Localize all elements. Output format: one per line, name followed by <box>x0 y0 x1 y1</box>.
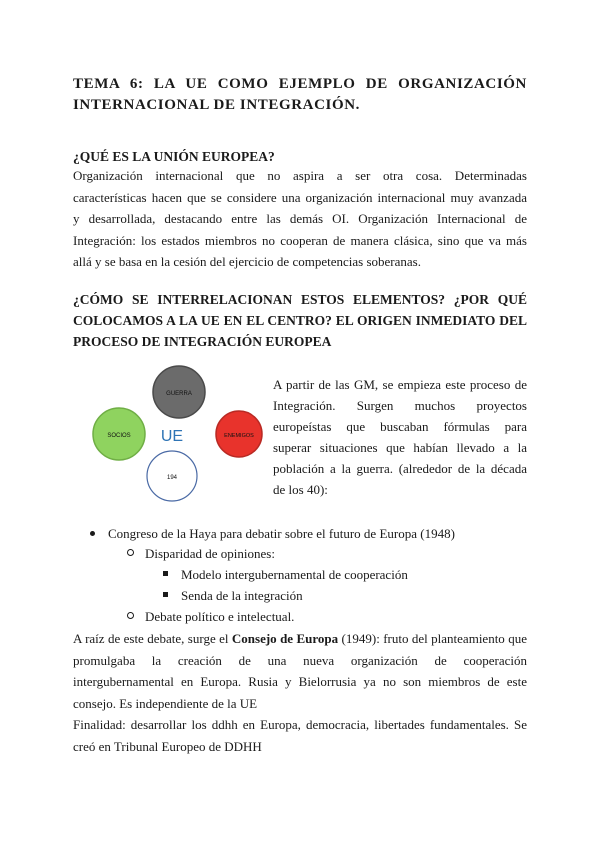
text-line: creó en Tribunal Europeo de DDHH <box>73 738 262 754</box>
heading-line: ¿CÓMO SE INTERRELACIONAN ESTOS ELEMENTOS? ¿POR QUÉ <box>73 292 527 307</box>
section-heading-que-es: ¿QUÉ ES LA UNIÓN EUROPEA? <box>73 149 275 164</box>
label-ue: UE <box>160 428 184 445</box>
text-line <box>73 628 527 650</box>
bullet-square-icon <box>163 571 168 576</box>
text-line: intergubernamental en Europa. Rusia y Bielorrusia ya no son miembros de este <box>73 674 527 689</box>
bullet-circle-icon <box>127 612 134 619</box>
text-fragment: A raíz de este debate, surge el <box>73 631 232 646</box>
title-line-2: INTERNACIONAL DE INTEGRACIÓN. <box>73 97 361 113</box>
paragraph-definicion <box>73 165 527 273</box>
text-line: consejo. Es independiente de la UE <box>73 695 258 711</box>
list-item: Debate político e intelectual. <box>145 609 295 624</box>
label-socios: SOCIOS <box>107 433 131 439</box>
paragraph-origen <box>273 374 527 500</box>
text-line: población a la guerra. (alrededor de la década <box>273 461 527 476</box>
page-title <box>73 74 527 116</box>
label-guerra: GUERRA <box>166 391 192 397</box>
list-item: Senda de la integración <box>181 588 303 603</box>
text-line: A partir de las GM, se empieza este proceso de <box>273 377 527 392</box>
ue-relationship-diagram <box>73 362 263 502</box>
text-line: y desarrollada, destacando entre las demás OI. Organización Internacional de <box>73 211 527 226</box>
list-item: Modelo intergubernamental de cooperación <box>181 567 408 582</box>
text-line: de los 40): <box>273 482 328 497</box>
text-line: allá y se basa en la cesión del ejercicio de competencias soberanas. <box>73 254 421 269</box>
title-line-1: TEMA 6: LA UE COMO EJEMPLO DE ORGANIZACIÓN <box>73 76 527 92</box>
heading-line: COLOCAMOS A LA UE EN EL CENTRO? EL ORIGEN INMEDIATO DEL <box>73 313 527 328</box>
heading-line: PROCESO DE INTEGRACIÓN EUROPEA <box>73 334 332 349</box>
paragraph-consejo <box>73 628 527 714</box>
text-line: europeístas que buscaban fórmulas para <box>273 419 527 434</box>
bullet-disc-icon <box>90 531 95 536</box>
label-194: 194 <box>166 475 178 481</box>
text-line: Finalidad: desarrollar los ddhh en Europa, democracia, libertades fundamentales. Se <box>73 717 527 732</box>
text-line: Integración. Surgen muchos proyectos <box>273 398 527 413</box>
section-heading-interrelacion <box>73 289 527 352</box>
text-line: características hacen que se considere una organización internacional muy avanzada <box>73 189 527 205</box>
text-fragment: (1949): fruto del planteamiento que <box>338 631 527 646</box>
text-line: Organización internacional que no aspira a ser otra cosa. Determinadas <box>73 168 527 183</box>
label-enemigos: ENEMIGOS <box>224 433 254 439</box>
text-line: superar situaciones que habían llevado a la <box>273 440 527 455</box>
list-item: Congreso de la Haya para debatir sobre el futuro de Europa (1948) <box>108 526 455 541</box>
paragraph-finalidad <box>73 714 527 757</box>
bullet-square-icon <box>163 592 168 597</box>
text-line: Integración: los estados miembros no cooperan de manera clásica, sino que va más <box>73 232 527 248</box>
list-item: Disparidad de opiniones: <box>145 546 275 561</box>
text-line: promulgaba la creación de una nueva organización de cooperación <box>73 652 527 668</box>
bold-term: Consejo de Europa <box>231 631 339 646</box>
bullet-circle-icon <box>127 549 134 556</box>
